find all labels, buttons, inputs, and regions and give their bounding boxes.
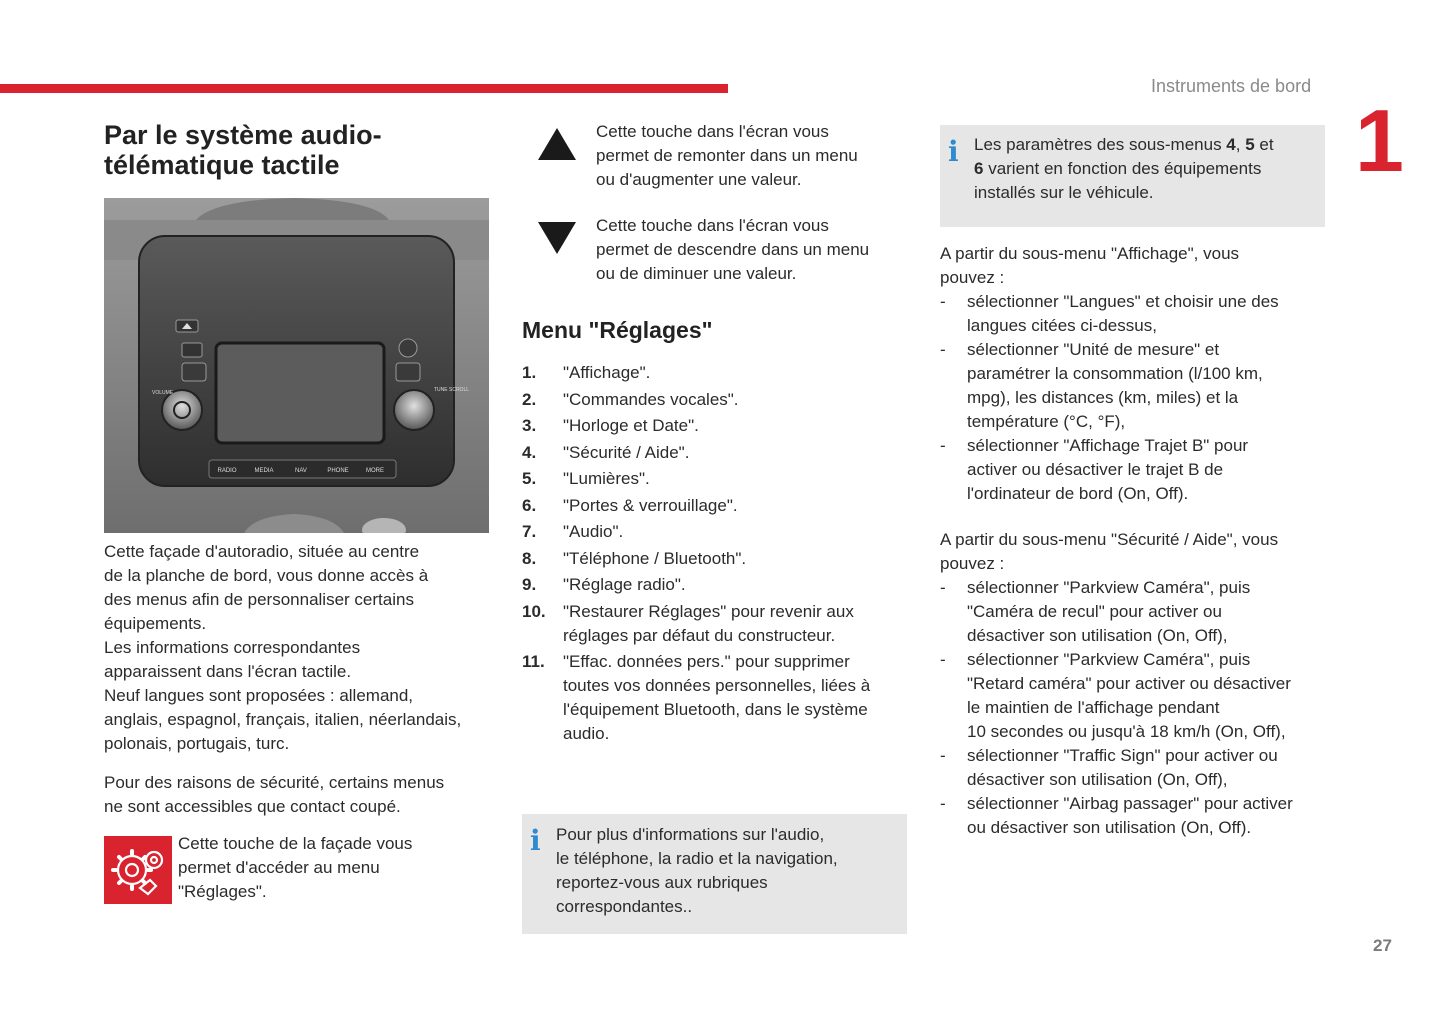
list-item (522, 414, 912, 438)
settings-gear-icon (104, 836, 172, 904)
item-number: 4. (522, 442, 537, 462)
text-line: Pour des raisons de sécurité, certains menus (104, 773, 445, 792)
item-number: 3. (522, 416, 537, 435)
text-line: réglages par défaut du constructeur. (563, 625, 836, 645)
dash-bullet: - (940, 578, 946, 597)
list-item (522, 467, 912, 491)
text-fragment: et (1254, 135, 1274, 154)
text-line: désactiver son utilisation (On, Off), (967, 626, 1228, 645)
list-item (940, 792, 1340, 840)
arrow-down-icon (538, 222, 576, 254)
item-number: 1. (522, 363, 537, 382)
radio-button-label: PHONE (327, 468, 349, 474)
dash-bullet: - (940, 746, 946, 765)
list-item (940, 744, 1340, 792)
text-line: "Réglage radio". (563, 575, 686, 594)
volume-label: VOLUME (152, 390, 174, 396)
securite-intro (940, 528, 1340, 576)
text-line: sélectionner "Traffic Sign" pour activer ou (967, 746, 1278, 765)
item-number: 11. (522, 652, 545, 671)
text-line: correspondantes.. (556, 897, 693, 916)
text-line: activer ou désactiver le trajet B de (967, 460, 1224, 479)
list-item (522, 494, 912, 518)
radio-faceplate-illustration (104, 198, 489, 533)
text-line: "Réglages". (178, 882, 267, 901)
text-line: sélectionner "Affichage Trajet B" pour (967, 436, 1249, 455)
text-line: "Téléphone / Bluetooth". (563, 548, 747, 568)
text-line: audio. (563, 724, 610, 743)
text-line: pouvez : (940, 268, 1005, 287)
settings-key-description (178, 832, 508, 904)
securite-list (940, 576, 1340, 840)
text-line: Les informations correspondantes (104, 638, 361, 657)
affichage-list (940, 290, 1340, 506)
text-line: "Commandes vocales". (563, 389, 739, 409)
text-line: "Restaurer Réglages" pour revenir aux (563, 601, 854, 621)
bold-number: 6 (974, 159, 984, 178)
text-line: Neuf langues sont proposées : allemand, (104, 686, 414, 705)
radio-button-label: RADIO (217, 468, 237, 474)
text-line: le téléphone, la radio et la navigation, (556, 849, 838, 868)
text-line: mpg), les distances (km, miles) et la (967, 388, 1239, 407)
text-line: "Sécurité / Aide". (563, 442, 690, 462)
bold-number: 5 (1245, 135, 1255, 154)
mute-button (182, 363, 206, 381)
text-line: permet d'accéder au menu (178, 858, 380, 877)
item-number: 8. (522, 548, 537, 568)
bold-number: 4 (1226, 135, 1236, 154)
info-icon: i (530, 824, 541, 857)
text-line: Pour plus d'informations sur l'audio, (556, 825, 825, 844)
text-line: permet de descendre dans un menu (596, 240, 870, 259)
info-box-submenus (940, 125, 1325, 227)
text-line: désactiver son utilisation (On, Off), (967, 770, 1228, 789)
up-key-description (596, 120, 916, 192)
text-fragment: varient en fonction des équipements (983, 159, 1262, 178)
text-fragment: , (1235, 135, 1246, 154)
section-title: Instruments de bord (1151, 76, 1312, 96)
affichage-intro (940, 242, 1340, 290)
text-line: température (°C, °F), (967, 412, 1126, 431)
dash-bullet: - (940, 292, 946, 311)
radio-button-label: NAV (295, 468, 307, 474)
info-icon: i (948, 135, 959, 168)
list-item (522, 388, 912, 412)
header-red-bar (0, 84, 728, 93)
info-text (974, 133, 1319, 205)
text-line: Cette touche dans l'écran vous (596, 122, 829, 141)
text-line: équipements. (104, 614, 207, 633)
down-key-description (596, 214, 916, 286)
list-item (522, 650, 912, 746)
text-line: "Audio". (563, 522, 624, 541)
list-item (940, 290, 1340, 338)
item-number: 10. (522, 601, 546, 621)
dash-bullet: - (940, 794, 946, 813)
text-line: "Lumières". (563, 469, 650, 488)
text-line: l'ordinateur de bord (On, Off). (967, 484, 1189, 503)
text-line: permet de remonter dans un menu (596, 146, 858, 165)
text-line: "Caméra de recul" pour activer ou (967, 602, 1222, 621)
list-item (522, 441, 912, 465)
settings-button (399, 339, 417, 357)
page-title-line: télématique tactile (104, 150, 340, 180)
securite-section (940, 528, 1340, 840)
text-line: paramétrer la consommation (l/100 km, (967, 364, 1263, 383)
item-number: 9. (522, 575, 537, 594)
text-line: "Horloge et Date". (563, 416, 699, 435)
list-item (522, 600, 912, 648)
dash-bullet: - (940, 436, 946, 455)
info-text (556, 823, 901, 919)
radio-screen (216, 343, 384, 443)
text-line (974, 133, 1319, 157)
text-line: anglais, espagnol, français, italien, néerlandais, (104, 710, 462, 729)
text-line: installés sur le véhicule. (974, 183, 1154, 202)
list-item (522, 520, 912, 544)
text-line: "Retard caméra" pour activer ou désactiver (967, 674, 1291, 693)
text-line: ou désactiver son utilisation (On, Off). (967, 818, 1252, 837)
text-line: Cette touche dans l'écran vous (596, 216, 829, 235)
text-line: "Portes & verrouillage". (563, 495, 738, 515)
list-item (940, 434, 1340, 506)
text-line: sélectionner "Parkview Caméra", puis (967, 650, 1251, 669)
text-line: de la planche de bord, vous donne accès à (104, 566, 429, 585)
text-line: Cette touche de la façade vous (178, 834, 413, 853)
text-line: apparaissent dans l'écran tactile. (104, 662, 352, 681)
affichage-section (940, 242, 1340, 506)
menu-list (522, 361, 912, 749)
text-line: ne sont accessibles que contact coupé. (104, 797, 401, 816)
text-fragment: Les paramètres des sous-menus (974, 135, 1227, 154)
list-item (940, 648, 1340, 744)
text-line: "Effac. données pers." pour supprimer (563, 652, 850, 671)
safety-paragraph (104, 771, 504, 819)
screen-off-button (182, 343, 202, 357)
text-line: le maintien de l'affichage pendant (967, 698, 1220, 717)
dash-bullet: - (940, 650, 946, 669)
text-line: l'équipement Bluetooth, dans le système (563, 700, 868, 719)
item-number: 7. (522, 522, 537, 541)
page-title-line: Par le système audio- (104, 120, 382, 150)
arrow-up-icon (538, 128, 576, 160)
intro-paragraph (104, 540, 504, 756)
menu-heading: Menu "Réglages" (522, 317, 713, 343)
list-item (522, 361, 912, 385)
text-line: sélectionner "Airbag passager" pour activer (967, 794, 1293, 813)
dash-bullet: - (940, 340, 946, 359)
text-line: "Affichage". (563, 363, 651, 382)
list-item (522, 547, 912, 571)
info-box-audio (522, 814, 907, 934)
tune-knob (394, 390, 434, 430)
item-number: 5. (522, 469, 537, 488)
text-line: des menus afin de personnaliser certains (104, 590, 414, 609)
back-button (396, 363, 420, 381)
text-line: polonais, portugais, turc. (104, 734, 290, 753)
page-title (104, 120, 382, 180)
text-line: langues citées ci-dessus, (967, 316, 1157, 335)
chapter-number: 1 (1355, 91, 1404, 190)
text-line: ou d'augmenter une valeur. (596, 170, 802, 189)
text-line: sélectionner "Parkview Caméra", puis (967, 578, 1251, 597)
text-line: reportez-vous aux rubriques (556, 873, 768, 892)
item-number: 2. (522, 389, 537, 409)
text-line: pouvez : (940, 554, 1005, 573)
text-line: sélectionner "Unité de mesure" et (967, 340, 1220, 359)
tune-label: TUNE SCROLL (434, 387, 470, 393)
volume-knob (162, 390, 202, 430)
page-number: 27 (1373, 936, 1392, 955)
text-line (974, 157, 1319, 181)
radio-button-label: MORE (366, 468, 384, 474)
list-item (940, 576, 1340, 648)
text-line: toutes vos données personnelles, liées à (563, 676, 871, 695)
list-item (522, 573, 912, 597)
text-line: A partir du sous-menu "Affichage", vous (940, 244, 1240, 263)
item-number: 6. (522, 495, 537, 515)
text-line: A partir du sous-menu "Sécurité / Aide", vous (940, 530, 1279, 549)
radio-button-label: MEDIA (254, 468, 274, 474)
text-line: Cette façade d'autoradio, située au centre (104, 542, 420, 561)
text-line: sélectionner "Langues" et choisir une des (967, 292, 1279, 311)
text-line: ou de diminuer une valeur. (596, 264, 797, 283)
list-item (940, 338, 1340, 434)
text-line: 10 secondes ou jusqu'à 18 km/h (On, Off), (967, 722, 1286, 741)
